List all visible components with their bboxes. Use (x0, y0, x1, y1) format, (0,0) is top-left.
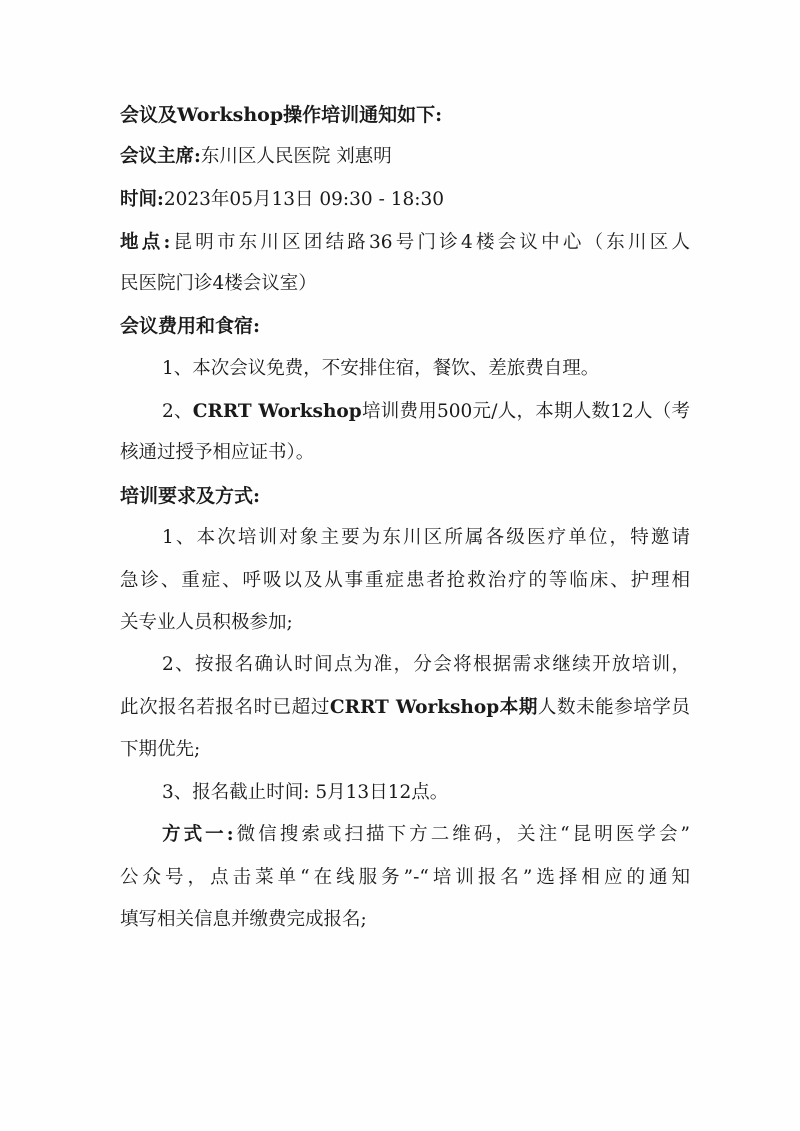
time-line (120, 188, 690, 212)
fees-item-2-line-2: 核通过授予相应证书）。 (120, 442, 315, 463)
time-label: 时间: (120, 189, 164, 210)
training-item-3: 3、报名截止时间: 5月13日12点。 (162, 782, 449, 803)
method-1-text-1: 微信搜索或扫描下方二维码，关注“昆明医学会” (233, 824, 690, 845)
location-line-1 (120, 231, 690, 255)
training-item-1-line-1: 1、本次培训对象主要为东川区所属各级医疗单位，特邀请 (162, 527, 690, 548)
location-line-2: 民医院门诊4楼会议室） (120, 273, 317, 294)
fees-item-2-rest: 培训费用500元/人，本期人数12人（考 (361, 401, 690, 422)
workshop-session: CRRT Workshop本期 (329, 697, 538, 718)
fees-item-2-number: 2、 (162, 401, 193, 422)
location-label: 地点: (120, 232, 171, 253)
method-1-line-3: 填写相关信息并缴费完成报名; (120, 909, 367, 930)
chair-line (120, 145, 690, 169)
chair-value: 东川区人民医院 刘惠明 (200, 146, 392, 167)
time-value: 2023年05月13日 09:30 - 18:30 (163, 189, 445, 210)
training-item-2-line-1: 2、按报名确认时间点为准，分会将根据需求继续开放培训， (162, 654, 690, 675)
training-item-2-line-2 (120, 696, 690, 720)
location-value-1: 昆明市东川区团结路36号门诊4楼会议中心（东川区人 (170, 232, 690, 253)
method-1-line-2: 公众号，点击菜单“在线服务”-“培训报名”选择相应的通知 (120, 867, 690, 888)
notice-title: 会议及Workshop操作培训通知如下: (120, 104, 443, 126)
fees-item-2-line-1 (162, 400, 690, 424)
training-heading: 培训要求及方式: (120, 485, 261, 507)
fees-heading: 会议费用和食宿: (120, 315, 261, 337)
method-1-line-1 (162, 823, 690, 847)
fees-item-1: 1、本次会议免费，不安排住宿，餐饮、差旅费自理。 (162, 358, 600, 379)
training-item-2-line-3: 下期优先; (120, 739, 201, 760)
chair-label: 会议主席: (120, 146, 201, 167)
training-item-1-line-2: 急诊、重症、呼吸以及从事重症患者抢救治疗的等临床、护理相 (120, 570, 690, 591)
training-item-2-post: 人数未能参培学员 (537, 697, 690, 718)
method-1-label: 方式一: (162, 824, 234, 845)
training-item-2-pre: 此次报名若报名时已超过 (120, 697, 330, 718)
training-item-1-line-3: 关专业人员积极参加; (120, 612, 293, 633)
workshop-name: CRRT Workshop (192, 401, 362, 422)
